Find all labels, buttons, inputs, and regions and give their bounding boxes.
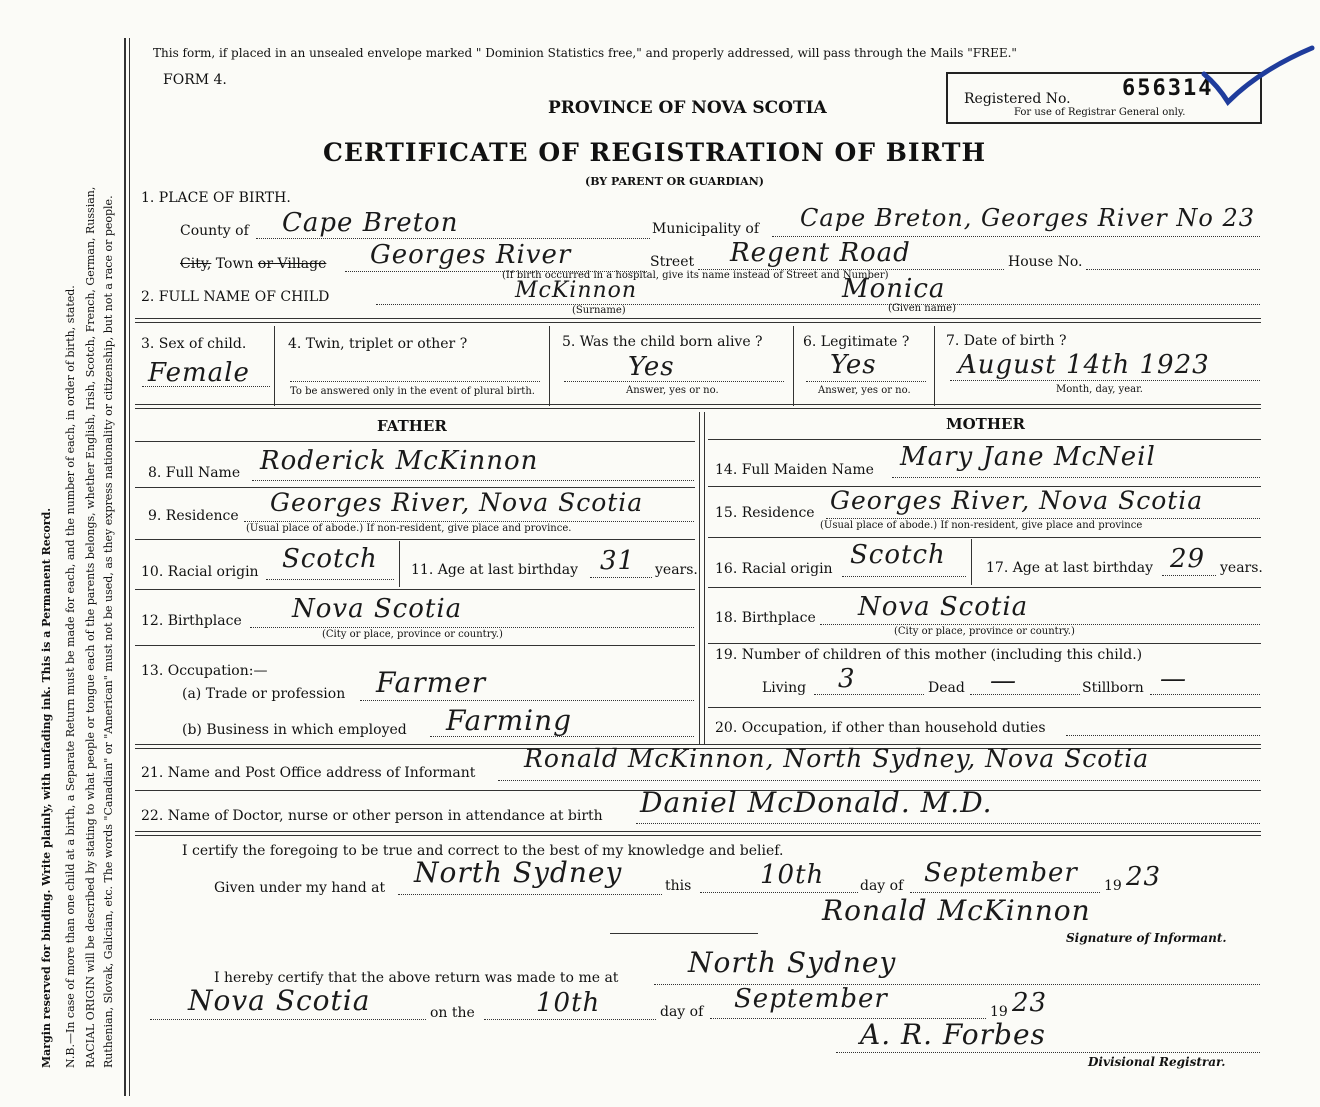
father-name-line — [252, 480, 694, 481]
margin-note-multiple-births: N.B.—In case of more than one child at a birth, a Separate Return must be made for each, and the number of each, in order of birth, stated. — [64, 285, 77, 1068]
divider — [708, 707, 1261, 708]
mother-residence-value: Georges River, Nova Scotia — [830, 486, 1204, 515]
divider — [699, 412, 700, 744]
living-line — [814, 694, 924, 695]
dob-value: August 14th 1923 — [958, 350, 1210, 380]
mother-racial-value: Scotch — [850, 540, 946, 570]
alive-label: 5. Was the child born alive ? — [562, 334, 763, 350]
child-name-line — [376, 304, 1260, 305]
living-label: Living — [762, 680, 807, 696]
mother-racial-label: 16. Racial origin — [715, 561, 833, 577]
given-caption: (Given name) — [888, 303, 956, 314]
mail-note: This form, if placed in an unsealed envelope marked " Dominion Statistics free," and properly addressed, will pass through the Mails "FREE." — [153, 46, 1017, 60]
legitimate-label: 6. Legitimate ? — [803, 334, 910, 350]
mother-heading: MOTHER — [946, 415, 1025, 433]
house-label: House No. — [1008, 254, 1083, 270]
mother-birthplace-line — [820, 624, 1260, 625]
doctor-line — [636, 823, 1260, 824]
day-of-label: day of — [860, 878, 904, 894]
father-age-label: 11. Age at last birthday — [411, 562, 579, 578]
street-value: Regent Road — [730, 238, 911, 268]
hospital-note: (If birth occurred in a hospital, give its name instead of Street and Number) — [502, 270, 889, 281]
town-word: Town — [215, 256, 254, 272]
father-name-value: Roderick McKinnon — [260, 446, 539, 476]
registered-label: Registered No. — [964, 91, 1071, 107]
mother-age-unit: years. — [1220, 560, 1263, 576]
trade-value: Farmer — [376, 666, 487, 699]
divider — [971, 539, 972, 585]
sex-label: 3. Sex of child. — [141, 336, 247, 352]
registrar-statement: I hereby certify that the above return was made to me at — [214, 970, 619, 986]
mother-age-value: 29 — [1170, 544, 1206, 574]
registered-note: For use of Registrar General only. — [1014, 107, 1186, 118]
father-residence-line — [244, 521, 694, 522]
this-label: this — [665, 878, 692, 894]
form-number: FORM 4. — [163, 72, 227, 88]
mother-age-label: 17. Age at last birthday — [986, 560, 1154, 576]
mother-occupation-line — [1066, 735, 1260, 736]
house-line — [1086, 269, 1260, 270]
divider — [793, 326, 794, 406]
divider — [708, 537, 1261, 538]
mother-name-label: 14. Full Maiden Name — [715, 462, 874, 478]
mother-birthplace-value: Nova Scotia — [858, 592, 1029, 622]
occupation-label: 13. Occupation:— — [141, 663, 268, 679]
stillborn-value: — — [1160, 664, 1187, 694]
father-racial-label: 10. Racial origin — [141, 564, 259, 580]
trade-label: (a) Trade or profession — [182, 686, 346, 702]
divider — [549, 326, 550, 406]
father-racial-line — [266, 579, 394, 580]
divider — [135, 441, 695, 442]
town-village-struck: or Village — [257, 256, 327, 272]
certify-statement: I certify the foregoing to be true and correct to the best of my knowledge and belief. — [182, 843, 784, 859]
alive-line — [564, 381, 784, 382]
twin-line — [290, 381, 540, 382]
dead-line — [970, 694, 1080, 695]
legitimate-note: Answer, yes or no. — [818, 385, 911, 396]
checkmark-icon — [1200, 44, 1316, 108]
county-label: County of — [180, 223, 249, 239]
page-subtitle: (BY PARENT OR GUARDIAN) — [585, 175, 764, 188]
margin-note-racial-origin: RACIAL ORIGIN will be described by stating to what people or tongue each of the parents belongs, whether English, Irish, Scotch, French, German, Russian, — [84, 186, 97, 1068]
legitimate-line — [806, 381, 926, 382]
father-birthplace-line — [250, 627, 694, 628]
father-birthplace-value: Nova Scotia — [292, 594, 463, 624]
mother-racial-line — [842, 576, 966, 577]
town-city-struck: City, — [180, 256, 212, 272]
mother-residence-line — [826, 518, 1260, 519]
informant-value: Ronald McKinnon, North Sydney, Nova Scotia — [524, 744, 1150, 773]
twin-label: 4. Twin, triplet or other ? — [288, 336, 468, 352]
father-name-label: 8. Full Name — [148, 465, 241, 481]
registrar-day-value: 10th — [536, 988, 601, 1018]
registrar-signature: A. R. Forbes — [860, 1018, 1046, 1051]
father-residence-label: 9. Residence — [148, 508, 239, 524]
registrar-place2-value: Nova Scotia — [188, 984, 371, 1017]
father-residence-note: (Usual place of abode.) If non-resident, give place and province. — [246, 523, 572, 534]
dob-label: 7. Date of birth ? — [946, 333, 1067, 349]
business-value: Farming — [446, 704, 573, 737]
divider — [135, 589, 695, 590]
alive-value: Yes — [628, 352, 675, 382]
doctor-label: 22. Name of Doctor, nurse or other person in attendance at birth — [141, 808, 603, 824]
mother-name-value: Mary Jane McNeil — [900, 442, 1156, 472]
divider — [708, 439, 1261, 440]
child-given-value: Monica — [842, 274, 946, 304]
province-heading: PROVINCE OF NOVA SCOTIA — [548, 98, 827, 118]
divider — [274, 326, 275, 406]
divider — [708, 643, 1261, 644]
page-title: CERTIFICATE OF REGISTRATION OF BIRTH — [323, 138, 987, 167]
margin-rule — [124, 38, 126, 1096]
twin-note: To be answered only in the event of plural birth. — [290, 386, 535, 397]
stillborn-label: Stillborn — [1082, 680, 1144, 696]
stillborn-line — [1150, 694, 1260, 695]
mother-age-line — [1162, 575, 1216, 576]
divider — [135, 539, 695, 540]
children-label: 19. Number of children of this mother (including this child.) — [715, 647, 1143, 663]
month-line — [910, 892, 1100, 893]
rule-above-child-details — [135, 318, 1261, 323]
living-value: 3 — [838, 664, 856, 694]
surname-caption: (Surname) — [572, 305, 626, 316]
divider — [610, 933, 758, 934]
mother-occupation-label: 20. Occupation, if other than household duties — [715, 720, 1046, 736]
informant-signature: Ronald McKinnon — [822, 894, 1091, 927]
father-residence-value: Georges River, Nova Scotia — [270, 488, 644, 517]
rule-above-certification — [135, 831, 1261, 836]
dead-value: — — [990, 666, 1017, 696]
town-label — [180, 256, 326, 272]
divider — [399, 541, 400, 587]
mother-birthplace-note: (City or place, province or country.) — [894, 626, 1075, 637]
divider — [708, 587, 1261, 588]
year-value: 23 — [1126, 862, 1162, 892]
child-name-label: 2. FULL NAME OF CHILD — [141, 289, 330, 305]
legitimate-value: Yes — [830, 350, 877, 380]
trade-line — [360, 700, 694, 701]
street-label: Street — [650, 254, 695, 270]
given-place-value: North Sydney — [414, 856, 623, 889]
month-value: September — [924, 858, 1078, 888]
municipality-line — [772, 236, 1260, 237]
dead-label: Dead — [928, 680, 965, 696]
registered-number: 656314 — [1122, 76, 1214, 101]
father-heading: FATHER — [377, 417, 447, 435]
informant-signature-caption: Signature of Informant. — [1066, 931, 1227, 945]
day-value: 10th — [760, 860, 825, 890]
registrar-day-of-label: day of — [660, 1004, 704, 1020]
registrar-day-line — [484, 1019, 656, 1020]
dob-line — [950, 380, 1260, 381]
sex-line — [142, 386, 270, 387]
mother-name-line — [892, 477, 1260, 478]
place-of-birth-label: 1. PLACE OF BIRTH. — [141, 190, 291, 206]
father-age-unit: years. — [655, 562, 698, 578]
municipality-label: Municipality of — [652, 221, 760, 237]
father-birthplace-note: (City or place, province or country.) — [322, 629, 503, 640]
county-value: Cape Breton — [282, 208, 459, 238]
registrar-year-value: 23 — [1012, 988, 1048, 1018]
mother-residence-note: (Usual place of abode.) If non-resident, give place and province — [820, 520, 1143, 531]
registrar-month-value: September — [734, 984, 888, 1014]
doctor-value: Daniel McDonald. M.D. — [640, 786, 993, 819]
informant-line — [498, 780, 1260, 781]
mother-birthplace-label: 18. Birthplace — [715, 610, 816, 626]
municipality-value: Cape Breton, Georges River No 23 — [800, 204, 1256, 232]
mother-residence-label: 15. Residence — [715, 505, 815, 521]
margin-note-binding: Margin reserved for binding. Write plainly, with unfading ink. This is a Permanent Record. — [40, 507, 53, 1068]
father-age-line — [590, 577, 652, 578]
registrar-signature-caption: Divisional Registrar. — [1088, 1055, 1226, 1069]
informant-label: 21. Name and Post Office address of Informant — [141, 765, 476, 781]
given-place-line — [398, 894, 662, 895]
registrar-year-prefix: 19 — [990, 1004, 1008, 1020]
day-line — [700, 892, 858, 893]
father-birthplace-label: 12. Birthplace — [141, 613, 242, 629]
rule-above-parents — [135, 404, 1261, 409]
registrar-signature-line — [836, 1052, 1260, 1053]
sex-value: Female — [148, 358, 250, 388]
registrar-place-value: North Sydney — [688, 946, 897, 979]
divider — [934, 326, 935, 406]
alive-note: Answer, yes or no. — [626, 385, 719, 396]
divider — [704, 412, 705, 744]
child-surname-value: McKinnon — [515, 278, 638, 303]
year-prefix: 19 — [1104, 878, 1122, 894]
father-racial-value: Scotch — [282, 544, 378, 574]
margin-note-racial-origin-2: Ruthenian, Slovak, Galician, etc. The words "Canadian" or "American" must not be used, as they express nationality or citizenship, but not a race or people. — [102, 195, 115, 1068]
registrar-place2-line — [150, 1019, 426, 1020]
margin-rule-inner — [129, 38, 130, 1096]
business-label: (b) Business in which employed — [182, 722, 407, 738]
town-value: Georges River — [370, 240, 572, 270]
registrar-on-label: on the — [430, 1005, 475, 1021]
county-line — [256, 238, 650, 239]
dob-note: Month, day, year. — [1056, 384, 1143, 395]
given-label: Given under my hand at — [214, 880, 386, 896]
divider — [135, 645, 695, 646]
father-age-value: 31 — [600, 546, 636, 576]
